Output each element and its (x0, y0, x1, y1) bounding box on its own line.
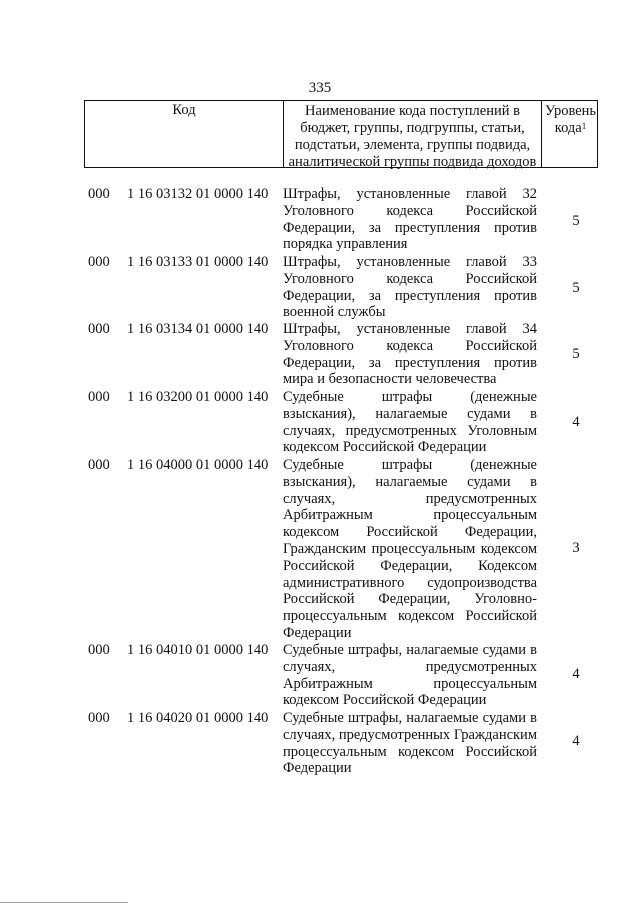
row-description: Судебные штрафы, налагаемые судами в случаях, предусмотренных Арбитражным процессуальным кодексом Российской Федерации (283, 642, 537, 709)
row-prefix: 000 (88, 254, 110, 270)
header-name: Наименование кода поступлений в бюджет, группы, подгруппы, статьи, подстатьи, элемента, группы подвида, аналитической группы подвида доходов (283, 101, 541, 167)
page-number: 335 (308, 80, 332, 96)
row-prefix: 000 (88, 321, 110, 337)
row-description: Судебные штрафы (денежные взыскания), налагаемые судами в случаях, предусмотренных Арбитражным процессуальным кодексом Российской Федерации, Гражданским процессуальным кодексом Российской Федерации, Кодексом административного судопроизводства Российской Федерации, Уголовно-процессуальным кодексом Российской Федерации (283, 457, 537, 641)
row-prefix: 000 (88, 710, 110, 726)
row-code: 1 16 03133 01 0000 140 (127, 254, 269, 270)
row-code: 1 16 03134 01 0000 140 (127, 321, 269, 337)
header-level (541, 101, 599, 167)
row-code: 1 16 04020 01 0000 140 (127, 710, 269, 726)
row-code: 1 16 04000 01 0000 140 (127, 457, 269, 473)
row-level: 3 (572, 540, 580, 556)
row-code: 1 16 03200 01 0000 140 (127, 389, 269, 405)
header-level-footnote: 1 (581, 121, 587, 131)
row-description: Штрафы, установленные главой 32 Уголовного кодекса Российской Федерации, за преступления против порядка управления (283, 186, 537, 253)
row-description: Судебные штрафы (денежные взыскания), налагаемые судами в случаях, предусмотренных Уголовным кодексом Российской Федерации (283, 389, 537, 456)
row-prefix: 000 (88, 457, 110, 473)
table-header (84, 100, 598, 168)
row-prefix: 000 (88, 389, 110, 405)
header-code: Код (172, 102, 196, 118)
row-description: Штрафы, установленные главой 33 Уголовного кодекса Российской Федерации, за преступления против военной службы (283, 254, 537, 321)
row-prefix: 000 (88, 186, 110, 202)
header-level-label: Уровень кода (544, 103, 597, 136)
row-description: Судебные штрафы, налагаемые судами в случаях, предусмотренных Гражданским процессуальным кодексом Российской Федерации (283, 710, 537, 777)
row-level: 4 (572, 666, 580, 682)
row-level: 5 (572, 346, 580, 362)
row-code: 1 16 03132 01 0000 140 (127, 186, 269, 202)
scan-edge-line (0, 902, 128, 903)
row-prefix: 000 (88, 642, 110, 658)
row-level: 4 (572, 733, 580, 749)
row-description: Штрафы, установленные главой 34 Уголовного кодекса Российской Федерации, за преступления против мира и безопасности человечества (283, 321, 537, 388)
row-code: 1 16 04010 01 0000 140 (127, 642, 269, 658)
row-level: 4 (572, 414, 580, 430)
row-level: 5 (572, 280, 580, 296)
row-level: 5 (572, 213, 580, 229)
